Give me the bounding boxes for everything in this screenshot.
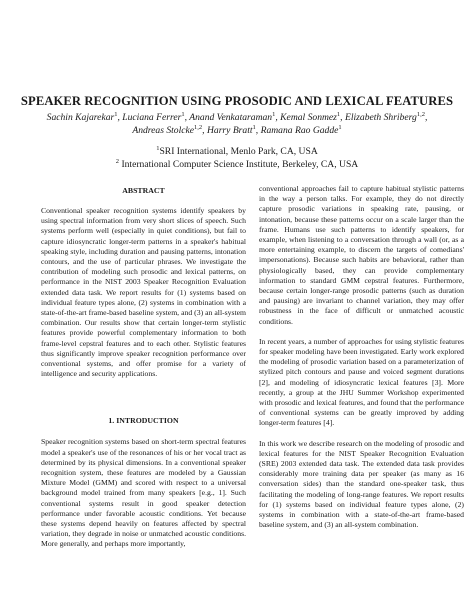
- author-name: Andreas Stolcke: [132, 124, 195, 136]
- abstract-heading: ABSTRACT: [122, 186, 165, 195]
- author-line-2: Andreas Stolcke$^{1,2}$, Harry Bratt$^1$, Ramana Rao Gadde$^1$: [132, 123, 342, 136]
- affiliation: $^2$ International Computer Science Institute, Berkeley, CA, USA: [115, 157, 359, 170]
- author-affiliation-mark: 1,2: [416, 110, 425, 118]
- author-affiliation-mark: 1: [336, 110, 341, 118]
- author-affiliation-mark: 1: [114, 110, 118, 118]
- author-name: Elizabeth Shriberg: [344, 112, 417, 123]
- right-column: [259, 184, 464, 531]
- left-column: [41, 186, 246, 550]
- introduction-heading: 1. INTRODUCTION: [108, 416, 179, 426]
- introduction-paragraph-1-continued: conventional approaches fail to capture habitual stylistic patterns in the way a person talks. For example, they do not directly capture prosodic variations in speaking rate, pausing, or intonation, because these patterns occur on a scale larger than the frame. Humans use such patterns to identify speakers, for example, when listening to a conversation through a wall (or, as a more entertaining example, to discern the targets of comedians' impersonations). Because such habits are behavioral, rather than physiologically based, they can provide complementary information to standard GMM cepstral features. Furthermore, because certain longer-range prosodic patterns (such as duration and pausing) are invariant to channel variation, they may offer robustness in the face of difficult or unmatched acoustic conditions.: [259, 184, 464, 326]
- author-list: [20, 112, 454, 137]
- author-line-1: Sachin Kajarekar$^1$, Luciana Ferrer$^1$, Anand Venkataraman$^1$, Kemal Sonmez$^1$, Elizabeth Shriberg$^{1,2}$,: [46, 110, 428, 123]
- author-name: Ramana Rao Gadde: [260, 124, 339, 136]
- author-affiliation-mark: 1: [181, 110, 185, 118]
- author-name: Anand Venkataraman: [189, 112, 273, 123]
- author-name: Sachin Kajarekar: [46, 112, 115, 123]
- introduction-paragraph-3: In this work we describe research on the modeling of prosodic and lexical features for the NIST Speaker Recognition Evaluation (SRE) 2003 extended data task. The extended data task provides considerably more training data per speaker (as many as 16 conversation sides) than the standard one-speaker task, thus facilitating the modeling of long-range features. We report results for (1) systems based on individual feature types alone, (2) systems in combination with a state-of-the-art frame-based baseline system, and (3) an all-system combination.: [259, 438, 464, 530]
- author-affiliation-mark: 1: [252, 123, 256, 131]
- introduction-paragraph-1: Speaker recognition systems based on short-term spectral features model a speaker's use of the resonances of his or her vocal tract as determined by its physical dimensions. In a conventional speaker recognition system, these features are modeled by a Gaussian Mixture Model (GMM) and scored with respect to a universal background model trained from many speakers [e.g., 1]. Such conventional systems result in good speaker detection performance under favorable acoustic conditions. Yet because these systems depend heavily on features affected by spectral variation, they degrade in noise or unmatched acoustic conditions. More generally, and perhaps more importantly,: [41, 437, 246, 549]
- paper-title: SPEAKER RECOGNITION USING PROSODIC AND LEXICAL FEATURES: [20, 94, 454, 108]
- affiliation: $^1$SRI International, Menlo Park, CA, USA: [156, 144, 318, 157]
- author-name: Luciana Ferrer: [122, 112, 182, 123]
- author-affiliation-mark: 1: [272, 110, 276, 118]
- abstract-text: Conventional speaker recognition systems identify speakers by using spectral information from very short slices of speech. Such systems perform well (especially in quiet conditions), but fail to capture idiosyncratic longer-term patterns in a speaker's habitual speaking style, including duration and pausing patterns, intonation contours, and the use of particular phrases. We investigate the contribution of modeling such prosodic and lexical patterns, on performance in the NIST 2003 Speaker Recognition Evaluation extended data task. We report results for (1) systems based on individual feature types alone, (2) systems in combination with a state-of-the-art frame-based baseline system, and (3) an all-system combination. Our results show that certain longer-term stylistic features provide powerful complementary information to both frame-level cepstral features and to each other. Stylistic features thus significantly improve speaker recognition performance over conventional systems, and offer promise for a variety of intelligence and security applications.: [41, 206, 246, 379]
- author-name: Kemal Sonmez: [280, 112, 337, 123]
- author-affiliation-mark: 1: [338, 123, 342, 131]
- introduction-paragraph-2: In recent years, a number of approaches for using stylistic features for speaker modeling have been investigated. Early work explored the modeling of prosodic variation based on a parameterization of stylized pitch contours and pause and voiced segment durations [2], and modeling of idiosyncratic lexical features [3]. More recently, a group at the JHU Summer Workshop experimented with prosodic and lexical features, and found that the performance of conventional systems can be greatly improved by adding longer-term features [4].: [259, 336, 464, 428]
- author-affiliation-mark: 1,2: [194, 123, 203, 131]
- author-name: Harry Bratt: [206, 124, 253, 136]
- affiliation-list: [20, 146, 454, 171]
